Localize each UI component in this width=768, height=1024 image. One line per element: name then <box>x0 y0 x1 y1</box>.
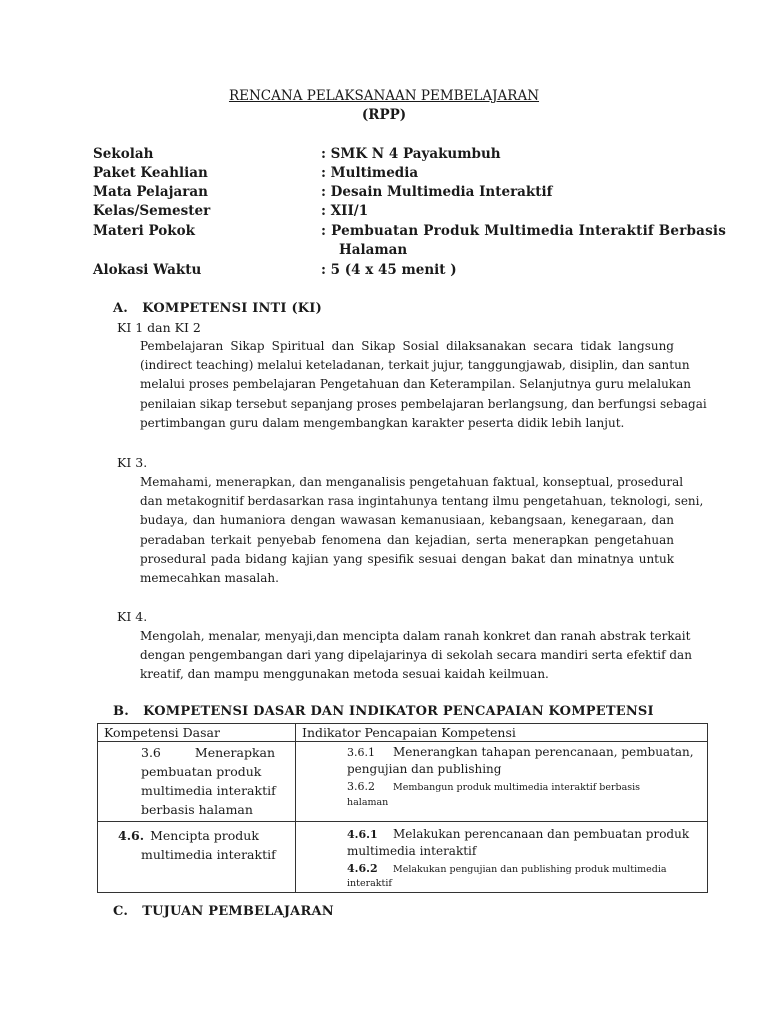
ki3-label: KI 3. <box>117 455 148 470</box>
meta-label-paket: Paket Keahlian <box>93 165 208 181</box>
meta-value-materi: : Pembuatan Produk Multimedia Interaktif Berbasis <box>321 223 727 239</box>
meta-value-paket: : Multimedia <box>321 165 419 181</box>
table-header-indicator: Indikator Pencapaian Kompetensi <box>296 724 708 742</box>
indicator-item-cont: pengujian dan publishing <box>347 762 502 776</box>
kd-cell <box>98 742 296 822</box>
kd-cell <box>98 822 296 893</box>
meta-label-alokasi: Alokasi Waktu <box>93 262 202 278</box>
indicator-cell <box>296 822 708 893</box>
indicator-item: 3.6.2 Membangun produk multimedia interaktif berbasis <box>347 780 641 793</box>
kd-indicator-table <box>97 723 708 893</box>
table-header-kd: Kompetensi Dasar <box>98 724 296 742</box>
meta-label-mapel: Mata Pelajaran <box>93 184 208 200</box>
section-b-heading: B. KOMPETENSI DASAR DAN INDIKATOR PENCAPAIAN KOMPETENSI <box>113 704 654 719</box>
table-row <box>98 742 708 822</box>
meta-value-sekolah: : SMK N 4 Payakumbuh <box>321 146 501 162</box>
meta-value-materi-cont: Halaman <box>339 242 408 258</box>
meta-value-alokasi: : 5 (4 x 45 menit ) <box>321 262 457 278</box>
ki12-label: KI 1 dan KI 2 <box>117 320 201 335</box>
indicator-item-cont: halaman <box>347 797 389 808</box>
indicator-item: 4.6.1 Melakukan perencanaan dan pembuatan produk <box>347 827 690 841</box>
document-title: RENCANA PELAKSANAAN PEMBELAJARAN <box>228 88 540 104</box>
section-a-heading: A. KOMPETENSI INTI (KI) <box>113 301 322 316</box>
kd-line: multimedia interaktif <box>141 783 276 798</box>
kd-line: pembuatan produk <box>141 764 262 779</box>
ki4-label: KI 4. <box>117 609 148 624</box>
indicator-item: 4.6.2 Melakukan pengujian dan publishing produk multimedia <box>347 862 667 875</box>
kd-line: multimedia interaktif <box>141 847 276 862</box>
kd-heading: 4.6. Mencipta produk <box>118 828 259 843</box>
table-row <box>98 822 708 893</box>
meta-label-sekolah: Sekolah <box>93 146 154 162</box>
meta-label-materi: Materi Pokok <box>93 223 195 239</box>
meta-label-kelas: Kelas/Semester <box>93 203 211 219</box>
indicator-item-cont: multimedia interaktif <box>347 844 477 858</box>
section-c-heading: C. TUJUAN PEMBELAJARAN <box>113 904 334 919</box>
ki3-paragraph: Memahami, menerapkan, dan menganalisis pengetahuan faktual, konseptual, prosedural dan metakognitif berdasarkan rasa ingintahunya tentang ilmu pengetahuan, teknologi, seni, budaya, dan humaniora dengan wawasan kemanusiaan, kebangsaan, kenegaraan, dan peradaban terkait penyebab fenomena dan kejadian, serta menerapkan pengetahuan prosedural pada bidang kajian yang spesifik sesuai dengan bakat dan minatnya untuk memecahkan masalah. <box>140 475 704 586</box>
meta-value-mapel: : Desain Multimedia Interaktif <box>321 184 553 200</box>
indicator-cell <box>296 742 708 822</box>
ki4-paragraph: Mengolah, menalar, menyaji,dan mencipta dalam ranah konkret dan ranah abstrak terkait dengan pengembangan dari yang dipelajarinya di sekolah secara mandiri serta efektif dan kreatif, dan mampu menggunakan metoda sesuai kaidah keilmuan. <box>140 629 692 682</box>
indicator-item: 3.6.1 Menerangkan tahapan perencanaan, pembuatan, <box>347 745 694 759</box>
indicator-item-cont: interaktif <box>347 878 392 889</box>
ki12-paragraph: Pembelajaran Sikap Spiritual dan Sikap Sosial dilaksanakan secara tidak langsung (indirect teaching) melalui keteladanan, terkait jujur, tanggungjawab, disiplin, dan santun melalui proses pembelajaran Pengetahuan dan Keterampilan. Selanjutnya guru melalukan penilaian sikap tersebut sepanjang proses pembelajaran berlangsung, dan berfungsi sebagai pertimbangan guru dalam mengembangkan karakter peserta didik lebih lanjut. <box>140 339 707 430</box>
meta-value-kelas: : XII/1 <box>321 203 369 219</box>
kd-line: berbasis halaman <box>141 802 253 817</box>
document-subtitle: (RPP) <box>361 107 407 123</box>
kd-heading: 3.6 Menerapkan <box>141 745 276 760</box>
